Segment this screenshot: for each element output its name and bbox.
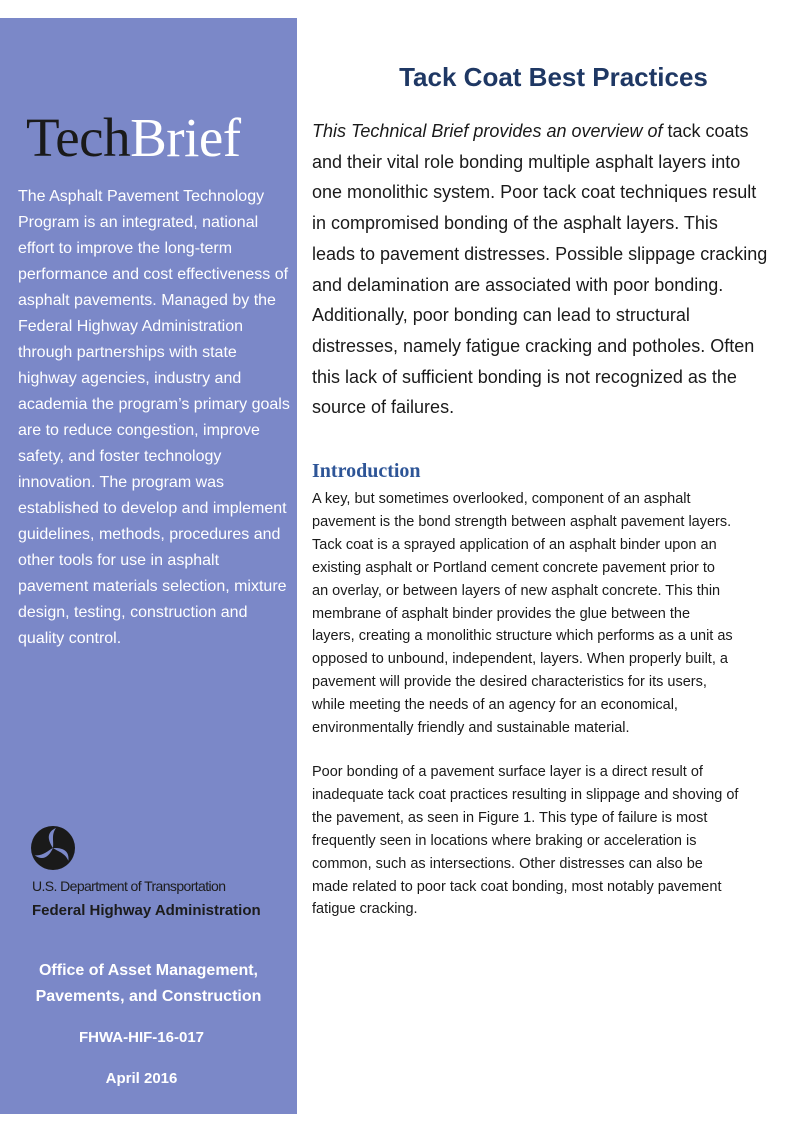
techbrief-logo-brief: Brief <box>130 107 241 168</box>
page-title: Tack Coat Best Practices <box>399 62 708 92</box>
paragraph-line: common, such as intersections. Other distresses can also be <box>312 855 703 872</box>
abstract-line: this lack of sufficient bonding is not recognized as the <box>312 366 737 387</box>
paragraph-line: while meeting the needs of an agency for an economical, <box>312 697 678 714</box>
abstract-line: Additionally, poor bonding can lead to structural <box>312 305 690 326</box>
paragraph-line: environmentally friendly and sustainable material. <box>312 720 630 737</box>
abstract-lead-italic: This Technical Brief provides an overview of <box>312 121 663 141</box>
paragraph-line: the pavement, as seen in Figure 1. This type of failure is most <box>312 809 708 826</box>
abstract-line: source of failures. <box>312 397 455 418</box>
report-number: FHWA-HIF-16-017 <box>78 1029 205 1046</box>
abstract-line: in compromised bonding of the asphalt layers. This <box>312 213 718 234</box>
paragraph-line: pavement is the bond strength between asphalt pavement layers. <box>312 513 732 530</box>
administration-name: Federal Highway Administration <box>32 902 261 919</box>
publication-date: April 2016 <box>105 1070 178 1087</box>
paragraph-line: frequently seen in locations where braking or acceleration is <box>312 832 697 849</box>
paragraph-line: Tack coat is a sprayed application of an asphalt binder upon an <box>312 536 717 553</box>
department-name: U.S. Department of Transportation <box>32 878 226 894</box>
paragraph-line: an overlay, or between layers of new asphalt concrete. This thin <box>312 582 721 599</box>
abstract-line: leads to pavement distresses. Possible slippage cracking <box>312 243 768 264</box>
paragraph-line: opposed to unbound, independent, layers. When properly built, a <box>312 651 728 668</box>
abstract-line: distresses, namely fatigue cracking and potholes. Often <box>312 335 755 356</box>
paragraph-line: layers, creating a monolithic structure which performs as a unit as <box>312 628 733 645</box>
office-line: Pavements, and Construction <box>35 988 262 1005</box>
techbrief-logo-tech: Tech <box>26 107 131 168</box>
abstract-line: one monolithic system. Poor tack coat techniques result <box>312 182 757 203</box>
paragraph-line: inadequate tack coat practices resulting in slippage and shoving of <box>312 786 739 803</box>
abstract-paragraph <box>312 116 795 423</box>
abstract-line: and their vital role bonding multiple asphalt layers into <box>312 151 741 172</box>
abstract-line: and delamination are associated with poor bonding. <box>312 274 724 295</box>
abstract-line-text: tack coats <box>662 121 749 141</box>
paragraph-line: Poor bonding of a pavement surface layer is a direct result of <box>312 764 703 780</box>
usdot-triskelion-icon <box>30 825 76 871</box>
paragraph-line: existing asphalt or Portland cement concrete pavement prior to <box>312 559 715 576</box>
introduction-paragraph-2 <box>312 761 795 921</box>
sidebar-panel <box>0 18 297 1114</box>
office-line: Office of Asset Management, <box>38 962 258 979</box>
introduction-heading: Introduction <box>312 460 421 482</box>
introduction-paragraph-1 <box>312 488 795 740</box>
program-description: The Asphalt Pavement Technology Program is an integrated, national effort to improve the long-term performance and cost effectiveness of asphalt pavements. Managed by the Federal Highway Administration through partnerships with state highway agencies, industry and academia the program’s primary goals are to reduce congestion, improve safety, and foster technology innovation. The program was established to develop and implement guidelines, methods, procedures and other tools for use in asphalt pavement materials selection, mixture design, testing, construction and quality control. <box>18 188 290 647</box>
office-name <box>0 958 297 1010</box>
abstract-line <box>312 116 795 147</box>
paragraph-line: pavement will provide the desired characteristics for its users, <box>312 674 707 691</box>
paragraph-line: fatigue cracking. <box>312 901 418 918</box>
paragraph-line: made related to poor tack coat bonding, most notably pavement <box>312 878 722 895</box>
paragraph-line: membrane of asphalt binder provides the glue between the <box>312 605 691 622</box>
techbrief-logo <box>26 106 241 170</box>
paragraph-line: A key, but sometimes overlooked, component of an asphalt <box>312 491 691 507</box>
